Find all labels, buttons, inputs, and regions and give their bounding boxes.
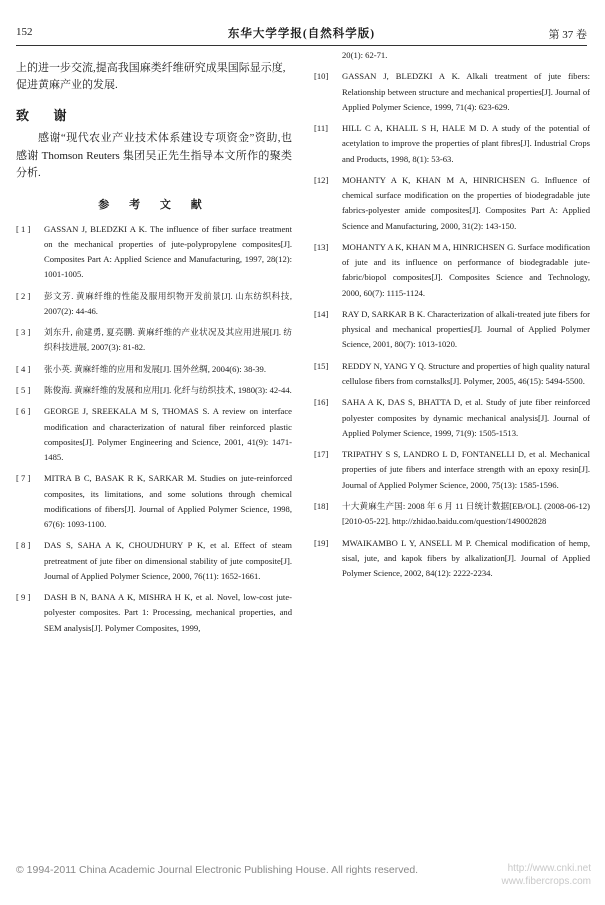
reference-item [16,471,292,532]
page-header [16,26,587,42]
watermark-line: www.fibercrops.com [501,876,591,887]
reference-item [16,538,292,584]
reference-text: MWAIKAMBO L Y, ANSELL M P. Chemical modification of hemp, sisal, jute, and kapok fibers by alkalization[J]. Journal of Applied Polymer Science, 2002, 84(12): 2222-2234. [342,537,590,578]
reference-item [16,325,292,355]
reference-number: [ 6 ] [16,406,31,417]
reference-item [314,121,590,167]
reference-item [16,362,292,377]
right-column [314,48,590,587]
reference-number: [19] [314,537,329,548]
reference-text: GASSAN J, BLEDZKI A K. The influence of fiber surface treatment on the mechanical properties of jute-polypropylene composites[J]. Composites Part A: Applied Science and Manufacturing, 1997, 28(12): 1001-1005. [44,223,292,280]
reference-text: TRIPATHY S S, LANDRO L D, FONTANELLI D, et al. Mechanical properties of jute fibers and interface strength with an epoxy resin[J]. Journal of Applied Polymer Science, 2000, 75(13): 1585-1596. [342,449,590,490]
reference-item [314,395,590,441]
reference-number: [ 3 ] [16,327,31,338]
reference-item [314,359,590,389]
acknowledgement-heading: 致 谢 [16,109,77,124]
reference-item [16,222,292,283]
copyright-footer: © 1994-2011 China Academic Journal Electronic Publishing House. All rights reserved. [16,864,419,876]
intro-paragraph: 上的进一步交流,提高我国麻类纤维研究成果国际显示度,促进黄麻产业的发展. [16,62,286,91]
reference-text: GEORGE J, SREEKALA M S, THOMAS S. A review on interface modification and characterization of natural fiber reinforced plastic composites[J]. Polymer Engineering and Science, 2001, 41(9): 1471-1485. [44,406,292,463]
reference-text: 陈俊海. 黄麻纤维的发展和应用[J]. 化纤与纺织技术, 1980(3): 42-44. [44,385,292,396]
reference-item [16,289,292,319]
volume-label: 第 37 卷 [548,29,587,41]
references-heading: 参 考 文 献 [98,197,210,211]
reference-text: DASH B N, BANA A K, MISHRA H K, et al. Novel, low-cost jute-polyester composites. Part 1: Processing, mechanical properties, and SEM analysis[J]. Polymer Composites, 1999, [44,592,292,633]
reference-item [314,536,590,582]
reference-number: [ 4 ] [16,363,31,374]
reference-text: 十大黄麻生产国: 2008 年 6 月 11 日统计数据[EB/OL]. (2008-06-12)[2010-05-22]. http://zhidao.baidu.com/question/149002828 [342,500,590,527]
reference-text: MOHANTY A K, KHAN M A, HINRICHSEN G. Influence of chemical surface modification on the properties of biodegradable jute fabrics-polyester amide composites[J]. Composites Part A: Applied Science and Manufacturing, 2000, 31(2): 143-150. [342,174,590,231]
reference-item [314,69,590,115]
reference-text: MOHANTY A K, KHAN M A, HINRICHSEN G. Surface modification of jute and its influence on performance of biodegradable jute-fabric/biopol composites[J]. Composites Science and Technology, 2000, 60(7): 1115-1124. [342,241,590,298]
reference-number: [10] [314,71,329,82]
reference-text: GASSAN J, BLEDZKI A K. Alkali treatment of jute fibers: Relationship between structure and mechanical properties[J]. Journal of Applied Polymer Science, 1999, 71(4): 623-629. [342,71,590,112]
reference-number: [12] [314,174,329,185]
reference-number: [13] [314,241,329,252]
reference-text: REDDY N, YANG Y Q. Structure and properties of high quality natural cellulose fibers from cornstalks[J]. Polymer, 2005, 46(15): 5494-5500. [342,360,590,386]
reference-text: SAHA A K, DAS S, BHATTA D, et al. Study of jute fiber reinforced polyester composites by dynamic mechanical analysis[J]. Journal of Applied Polymer Science, 1999, 71(9): 1505-1513. [342,397,590,438]
reference-text: 彭文芳. 黄麻纤维的性能及服用织物开发前景[J]. 山东纺织科技, 2007(2): 44-46. [44,290,292,316]
reference-item [16,383,292,398]
reference-number: [ 1 ] [16,223,31,234]
header-rule [16,45,587,46]
reference-number: [16] [314,397,329,408]
reference-item [314,499,590,529]
reference-item [314,173,590,234]
reference-text: 张小英. 黄麻纤维的应用和发展[J]. 国外丝绸, 2004(6): 38-39. [44,363,266,374]
reference-text: 刘东升, 俞建勇, 夏亮鹏. 黄麻纤维的产业状况及其应用进展[J]. 纺织科技进展, 2007(3): 81-82. [44,327,292,353]
reference-continuation: 20(1): 62-71. [342,50,388,60]
reference-number: [ 5 ] [16,385,31,396]
reference-number: [ 9 ] [16,592,31,603]
reference-item [16,404,292,465]
reference-item [314,447,590,493]
reference-number: [17] [314,449,329,460]
left-column [16,50,292,642]
reference-number: [ 8 ] [16,540,31,551]
reference-number: [14] [314,308,329,319]
reference-number: [ 2 ] [16,290,31,301]
watermark-line: http://www.cnki.net [507,863,591,874]
reference-number: [ 7 ] [16,473,31,484]
reference-item [314,240,590,301]
page-number: 152 [16,26,33,38]
reference-text: MITRA B C, BASAK R K, SARKAR M. Studies on jute-reinforced composites, its limitations, and some solutions through chemical modifications of fibers[J]. Journal of Applied Polymer Science, 1998, 67(6): 1093-1100. [44,473,292,530]
reference-text: HILL C A, KHALIL S H, HALE M D. A study of the potential of acetylation to improve the properties of plant fibres[J]. Industrial Crops and Products, 1998, 8(1): 53-63. [342,123,590,164]
reference-number: [11] [314,123,328,134]
reference-text: DAS S, SAHA A K, CHOUDHURY P K, et al. Effect of steam pretreatment of jute fiber on dimensional stability of jute composite[J]. Journal of Applied Polymer Science, 2000, 76(11): 1652-1661. [44,540,292,581]
reference-text: RAY D, SARKAR B K. Characterization of alkali-treated jute fibers for physical and mechanical properties[J]. Journal of Applied Polymer Science, 2001, 80(7): 1013-1020. [342,308,590,350]
reference-number: [18] [314,500,329,511]
reference-item [314,307,590,353]
reference-item [16,590,292,636]
journal-title: 东华大学学报(自然科学版) [227,28,376,40]
site-watermark [502,862,591,888]
acknowledgement-text: 感谢“现代农业产业技术体系建设专项资金”资助,也感谢 Thomson Reuters 集团吴正先生指导本文所作的聚类分析. [16,132,292,179]
reference-number: [15] [314,360,329,371]
